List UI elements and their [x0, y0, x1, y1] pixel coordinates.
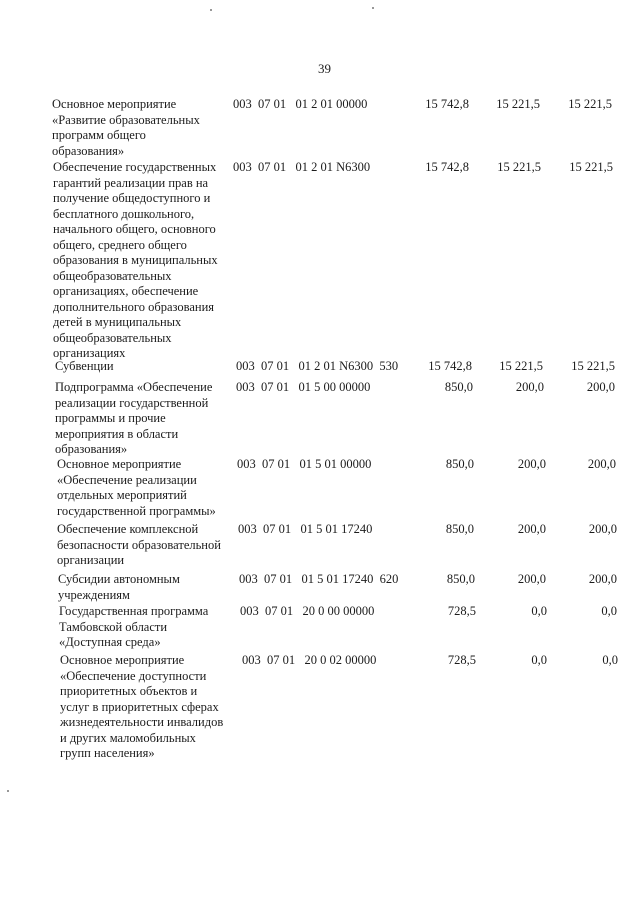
row-value-2: 200,0	[517, 572, 546, 586]
row-code: 003 07 01 01 5 01 17240 620	[239, 572, 399, 586]
row-value-1: 850,0	[445, 457, 474, 471]
row-name: Основное мероприятие «Обеспечение доступности приоритетных объектов и услуг в приоритетных сферах жизнедеятельности инвалидов и других маломобильных групп населения»	[60, 653, 224, 760]
row-name: Обеспечение государственных гарантий реализации прав на получение общедоступного и бесплатного дошкольного, начального общего, основного общего, среднего общего образования в муниципальных общеобразовательных организациях, обеспечение дополнительного образования детей в муниципальных общеобразовательных организациях	[53, 160, 218, 360]
row-value-1: 15 742,8	[428, 359, 472, 373]
row-value-1: 850,0	[445, 522, 474, 536]
row-value-1: 15 742,8	[425, 160, 469, 174]
row-value-2: 15 221,5	[496, 97, 540, 111]
row-code: 003 07 01 01 2 01 N6300 530	[236, 359, 399, 373]
row-value-3: 15 221,5	[568, 97, 612, 111]
row-value-3: 0,0	[602, 653, 618, 667]
row-name: Основное мероприятие «Обеспечение реализации отдельных мероприятий государственной программы»	[57, 457, 216, 518]
row-name: Субвенции	[55, 359, 114, 373]
row-value-2: 0,0	[531, 604, 547, 618]
row-value-1: 850,0	[446, 572, 475, 586]
row-value-2: 15 221,5	[499, 359, 543, 373]
row-value-1: 728,5	[447, 653, 476, 667]
row-value-3: 200,0	[587, 457, 616, 471]
scan-speck	[210, 9, 212, 11]
row-name: Подпрограмма «Обеспечение реализации государственной программы и прочие мероприятия в области образования»	[55, 380, 213, 456]
row-value-3: 200,0	[588, 522, 617, 536]
row-code: 003 07 01 01 2 01 00000	[233, 97, 368, 111]
row-code: 003 07 01 20 0 02 00000	[242, 653, 377, 667]
row-name: Обеспечение комплексной безопасности образовательной организации	[57, 522, 221, 567]
row-value-2: 15 221,5	[497, 160, 541, 174]
row-code: 003 07 01 01 5 01 17240	[238, 522, 373, 536]
row-code: 003 07 01 01 5 01 00000	[237, 457, 372, 471]
row-code: 003 07 01 01 2 01 N6300	[233, 160, 371, 174]
page-number: 39	[318, 61, 331, 76]
row-value-2: 200,0	[517, 522, 546, 536]
row-value-1: 15 742,8	[425, 97, 469, 111]
scan-speck	[372, 7, 374, 9]
row-name: Субсидии автономным учреждениям	[58, 572, 180, 602]
row-value-2: 200,0	[517, 457, 546, 471]
row-value-3: 200,0	[588, 572, 617, 586]
row-code: 003 07 01 01 5 00 00000	[236, 380, 371, 394]
row-value-3: 200,0	[586, 380, 615, 394]
row-value-1: 850,0	[444, 380, 473, 394]
row-code: 003 07 01 20 0 00 00000	[240, 604, 375, 618]
row-value-3: 15 221,5	[569, 160, 613, 174]
scan-speck	[7, 790, 9, 792]
row-name: Государственная программа Тамбовской области «Доступная среда»	[59, 604, 209, 649]
row-value-1: 728,5	[447, 604, 476, 618]
row-value-2: 200,0	[515, 380, 544, 394]
row-name: Основное мероприятие «Развитие образовательных программ общего образования»	[52, 97, 200, 158]
row-value-3: 0,0	[601, 604, 617, 618]
row-value-3: 15 221,5	[571, 359, 615, 373]
row-value-2: 0,0	[531, 653, 547, 667]
